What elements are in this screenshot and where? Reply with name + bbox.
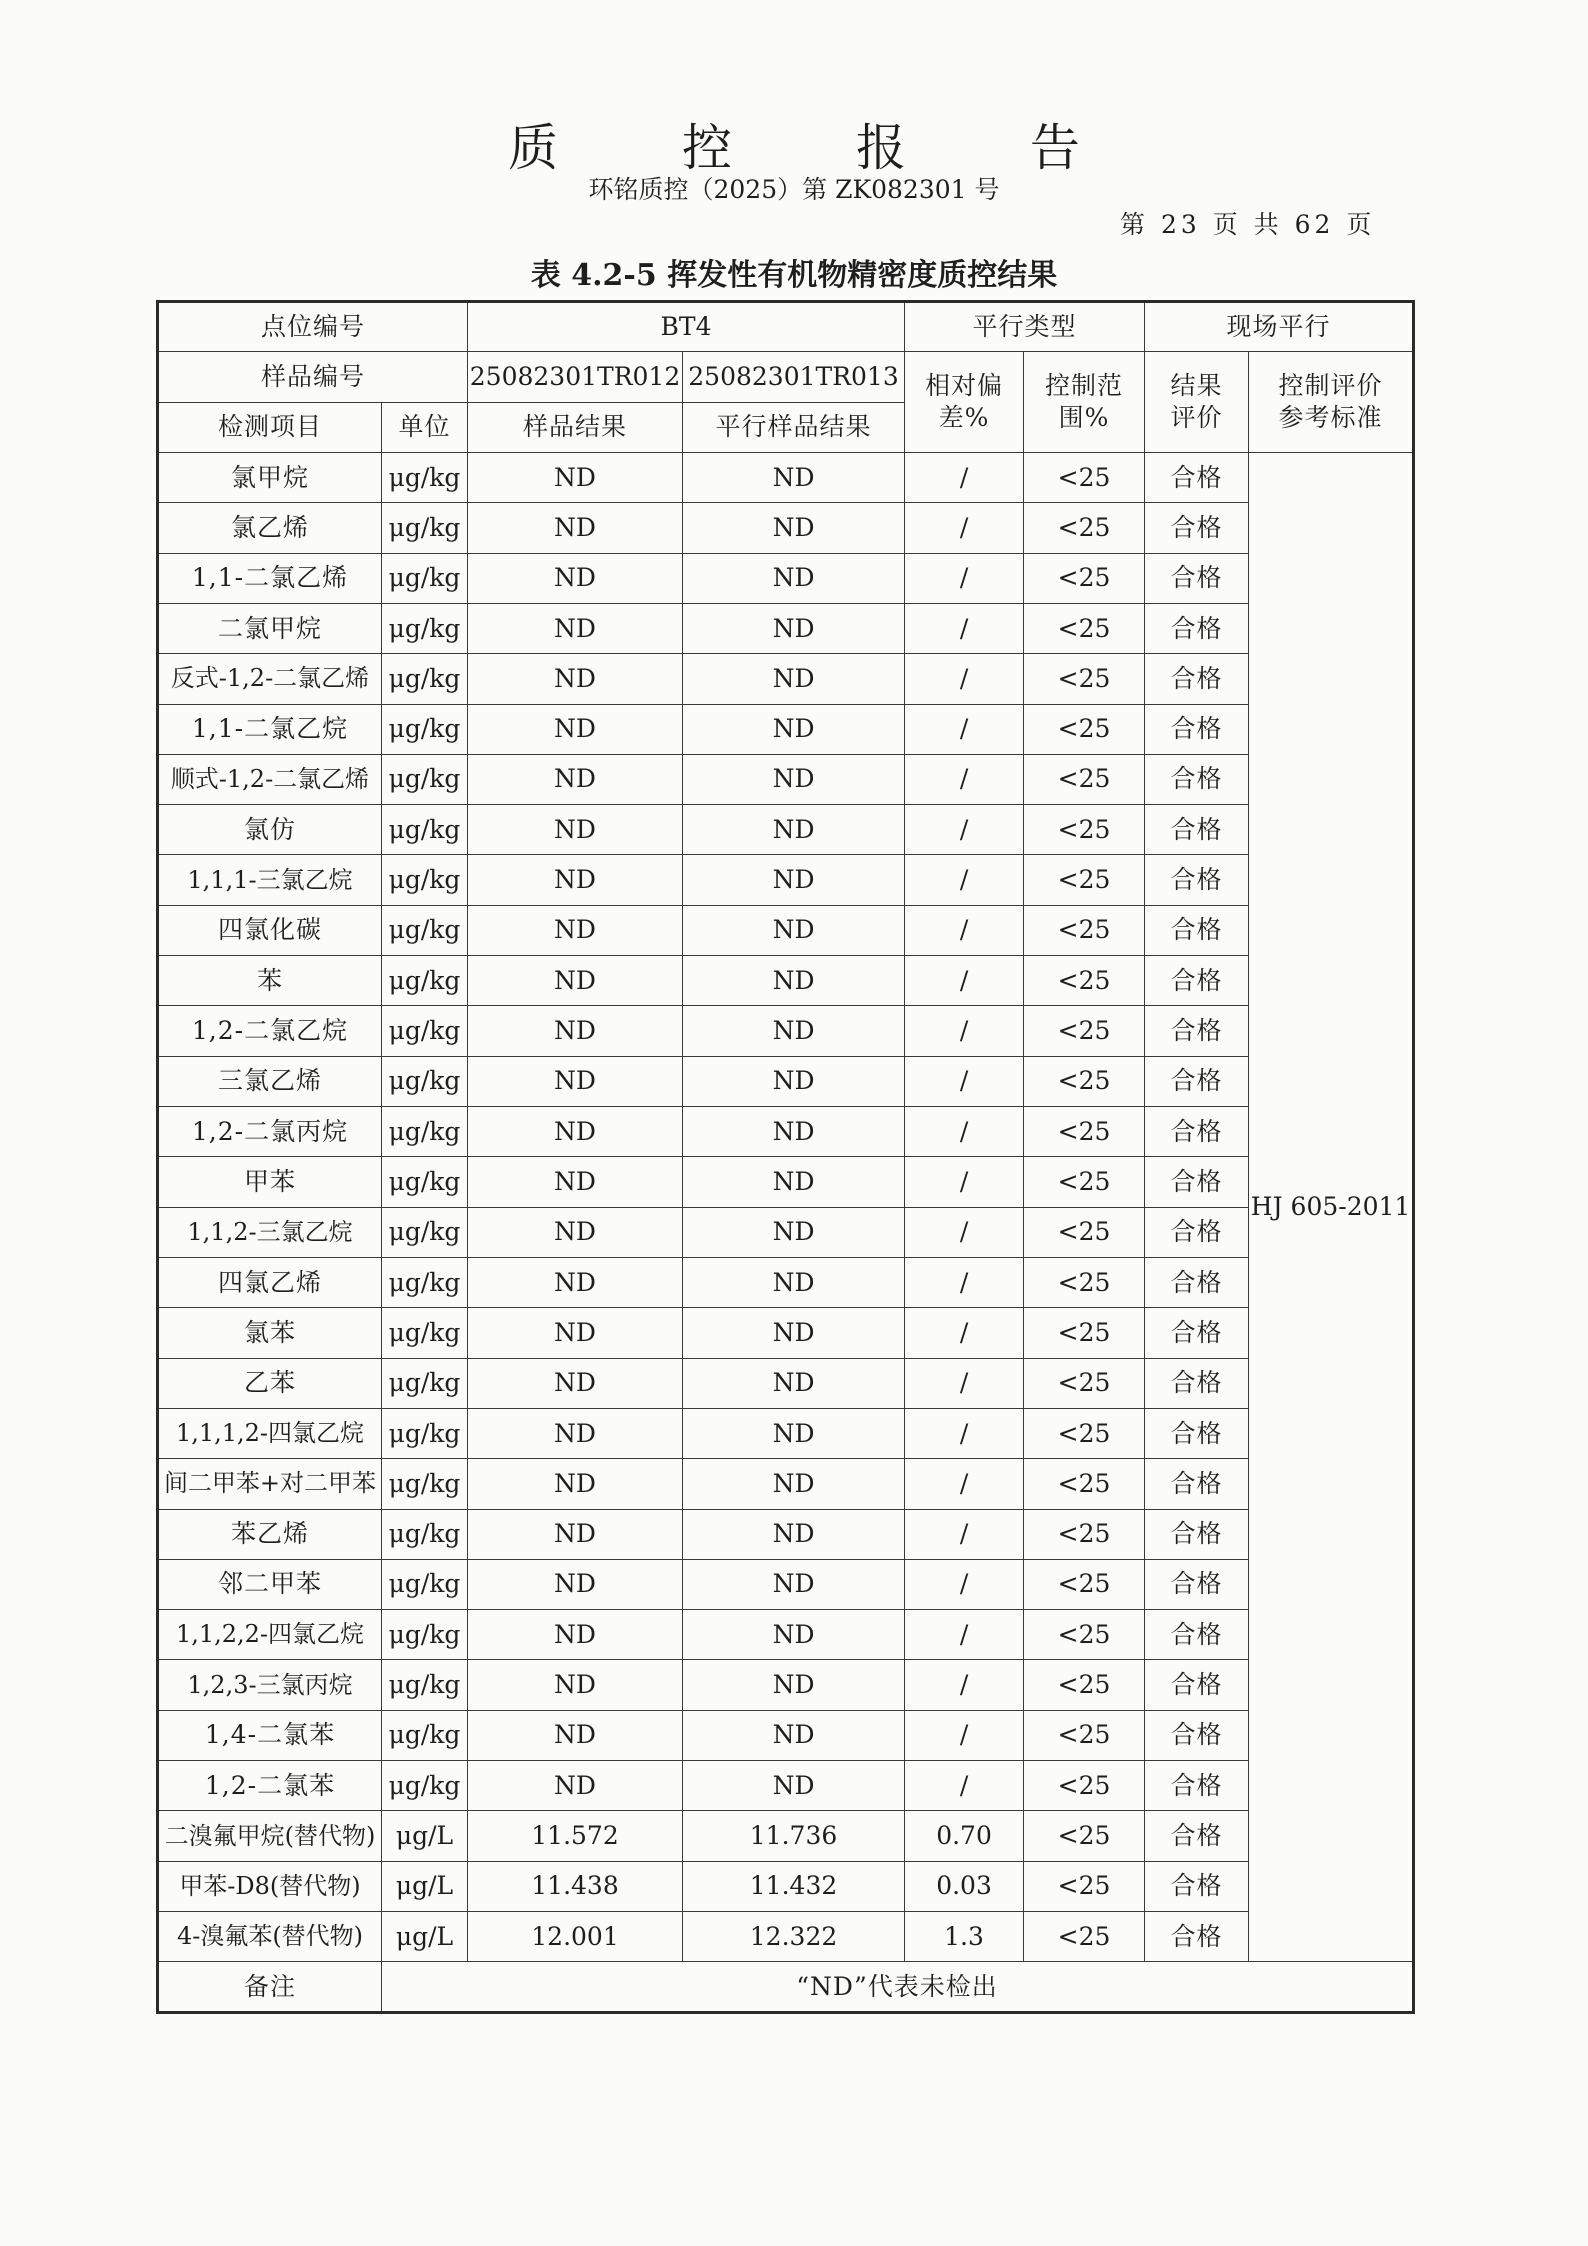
parallel-result-cell: 12.322 [683, 1912, 905, 1962]
unit-cell: μg/L [382, 1811, 468, 1861]
rel-dev-cell: / [905, 1408, 1024, 1458]
item-cell: 1,1-二氯乙烯 [158, 553, 382, 603]
sample-result-cell: ND [468, 553, 683, 603]
result-eval-cell: 合格 [1145, 1811, 1249, 1861]
unit-cell: μg/kg [382, 956, 468, 1006]
sample-result-cell: ND [468, 1308, 683, 1358]
parallel-result-cell: ND [683, 1358, 905, 1408]
result-eval-cell: 合格 [1145, 1610, 1249, 1660]
unit-cell: μg/kg [382, 855, 468, 905]
item-cell: 氯乙烯 [158, 503, 382, 553]
ref-std-header: 控制评价参考标准 [1249, 352, 1414, 453]
rel-dev-cell: / [905, 452, 1024, 502]
ctrl-range-cell: <25 [1024, 1610, 1145, 1660]
sample-result-cell: ND [468, 1610, 683, 1660]
unit-cell: μg/kg [382, 1559, 468, 1609]
parallel-result-cell: ND [683, 503, 905, 553]
sample-result-cell: ND [468, 1358, 683, 1408]
rel-dev-header: 相对偏差% [905, 352, 1024, 453]
table-row [158, 1509, 1414, 1559]
ctrl-range-cell: <25 [1024, 1509, 1145, 1559]
item-cell: 1,1,1-三氯乙烷 [158, 855, 382, 905]
rel-dev-cell: / [905, 1610, 1024, 1660]
parallel-result-cell: ND [683, 1107, 905, 1157]
sample-result-cell: ND [468, 1459, 683, 1509]
item-cell: 1,2,3-三氯丙烷 [158, 1660, 382, 1710]
parallel-result-cell: ND [683, 1660, 905, 1710]
sample-no-label: 样品编号 [158, 352, 468, 402]
rel-dev-cell: / [905, 1710, 1024, 1760]
page-info: 第 23 页 共 62 页 [1120, 210, 1376, 239]
rel-dev-cell: / [905, 855, 1024, 905]
table-row [158, 1660, 1414, 1710]
rel-dev-cell: / [905, 1056, 1024, 1106]
unit-cell: μg/kg [382, 905, 468, 955]
parallel-result-cell: ND [683, 553, 905, 603]
ctrl-range-cell: <25 [1024, 1559, 1145, 1609]
sample-result-cell: ND [468, 905, 683, 955]
item-cell: 苯 [158, 956, 382, 1006]
rel-dev-cell: / [905, 1207, 1024, 1257]
result-eval-cell: 合格 [1145, 553, 1249, 603]
item-cell: 苯乙烯 [158, 1509, 382, 1559]
remark-text: “ND”代表未检出 [382, 1962, 1414, 2013]
ctrl-range-cell: <25 [1024, 1912, 1145, 1962]
item-cell: 二溴氟甲烷(替代物) [158, 1811, 382, 1861]
unit-cell: μg/kg [382, 1257, 468, 1307]
parallel-result-cell: ND [683, 1207, 905, 1257]
sample-result-cell: ND [468, 1257, 683, 1307]
unit-cell: μg/kg [382, 704, 468, 754]
item-cell: 氯仿 [158, 805, 382, 855]
table-row [158, 503, 1414, 553]
ctrl-range-cell: <25 [1024, 754, 1145, 804]
parallel-result-cell: ND [683, 1006, 905, 1056]
remark-label: 备注 [158, 1962, 382, 2013]
ctrl-range-cell: <25 [1024, 1761, 1145, 1811]
parallel-result-cell: ND [683, 1559, 905, 1609]
parallel-result-cell: ND [683, 603, 905, 653]
sample-result-cell: ND [468, 754, 683, 804]
table-row [158, 1861, 1414, 1911]
item-cell: 邻二甲苯 [158, 1559, 382, 1609]
unit-cell: μg/kg [382, 1308, 468, 1358]
rel-dev-cell: / [905, 704, 1024, 754]
parallel-type-label: 平行类型 [905, 302, 1145, 352]
table-row [158, 1811, 1414, 1861]
rel-dev-cell: 0.03 [905, 1861, 1024, 1911]
item-cell: 间二甲苯+对二甲苯 [158, 1459, 382, 1509]
result-eval-header: 结果评价 [1145, 352, 1249, 453]
unit-cell: μg/kg [382, 1459, 468, 1509]
ctrl-range-cell: <25 [1024, 1811, 1145, 1861]
sample-result-cell: ND [468, 855, 683, 905]
sample-result-cell: ND [468, 1056, 683, 1106]
sample-result-cell: 11.572 [468, 1811, 683, 1861]
parallel-result-cell: ND [683, 905, 905, 955]
result-eval-cell: 合格 [1145, 1509, 1249, 1559]
sample-result-cell: ND [468, 704, 683, 754]
table-caption: 表 4.2-5 挥发性有机物精密度质控结果 [530, 258, 1058, 293]
table-row [158, 1257, 1414, 1307]
header-row-point [158, 302, 1414, 352]
parallel-result-cell: ND [683, 1459, 905, 1509]
table-row [158, 805, 1414, 855]
sample-no-2: 25082301TR013 [683, 352, 905, 402]
result-eval-cell: 合格 [1145, 905, 1249, 955]
rel-dev-cell: 1.3 [905, 1912, 1024, 1962]
rel-dev-cell: / [905, 503, 1024, 553]
ctrl-range-cell: <25 [1024, 1861, 1145, 1911]
table-row [158, 1358, 1414, 1408]
result-eval-cell: 合格 [1145, 1408, 1249, 1458]
result-eval-cell: 合格 [1145, 1308, 1249, 1358]
parallel-result-header: 平行样品结果 [683, 402, 905, 452]
rel-dev-cell: / [905, 603, 1024, 653]
rel-dev-cell: / [905, 1006, 1024, 1056]
unit-cell: μg/kg [382, 603, 468, 653]
ctrl-range-cell: <25 [1024, 654, 1145, 704]
ctrl-range-cell: <25 [1024, 452, 1145, 502]
ctrl-range-cell: <25 [1024, 1660, 1145, 1710]
item-cell: 1,2-二氯丙烷 [158, 1107, 382, 1157]
item-cell: 氯甲烷 [158, 452, 382, 502]
sample-result-cell: ND [468, 1107, 683, 1157]
item-cell: 1,1,2-三氯乙烷 [158, 1207, 382, 1257]
item-cell: 1,1,1,2-四氯乙烷 [158, 1408, 382, 1458]
result-eval-cell: 合格 [1145, 1107, 1249, 1157]
sample-result-cell: ND [468, 603, 683, 653]
sample-result-cell: ND [468, 503, 683, 553]
unit-cell: μg/kg [382, 452, 468, 502]
result-eval-cell: 合格 [1145, 503, 1249, 553]
result-eval-cell: 合格 [1145, 654, 1249, 704]
unit-cell: μg/kg [382, 1610, 468, 1660]
parallel-result-cell: ND [683, 1610, 905, 1660]
unit-cell: μg/kg [382, 1157, 468, 1207]
reference-standard-cell: HJ 605-2011 [1249, 452, 1414, 1961]
table-row [158, 1006, 1414, 1056]
result-eval-cell: 合格 [1145, 1761, 1249, 1811]
table-row [158, 1761, 1414, 1811]
table-row [158, 654, 1414, 704]
parallel-result-cell: ND [683, 452, 905, 502]
parallel-result-cell: ND [683, 654, 905, 704]
item-cell: 四氯乙烯 [158, 1257, 382, 1307]
item-cell: 乙苯 [158, 1358, 382, 1408]
report-number: 环铭质控（2025）第 ZK082301 号 [588, 175, 1000, 204]
item-header: 检测项目 [158, 402, 382, 452]
item-cell: 1,2-二氯乙烷 [158, 1006, 382, 1056]
unit-cell: μg/kg [382, 1006, 468, 1056]
item-cell: 顺式-1,2-二氯乙烯 [158, 754, 382, 804]
sample-result-cell: ND [468, 1509, 683, 1559]
ctrl-range-cell: <25 [1024, 1207, 1145, 1257]
ctrl-range-cell: <25 [1024, 704, 1145, 754]
rel-dev-cell: / [905, 1459, 1024, 1509]
unit-cell: μg/kg [382, 1761, 468, 1811]
sample-result-cell: 12.001 [468, 1912, 683, 1962]
sample-no-1: 25082301TR012 [468, 352, 683, 402]
unit-cell: μg/kg [382, 1408, 468, 1458]
rel-dev-cell: / [905, 553, 1024, 603]
parallel-result-cell: 11.432 [683, 1861, 905, 1911]
ctrl-range-cell: <25 [1024, 1107, 1145, 1157]
item-cell: 三氯乙烯 [158, 1056, 382, 1106]
ctrl-range-cell: <25 [1024, 1408, 1145, 1458]
rel-dev-cell: 0.70 [905, 1811, 1024, 1861]
table-row [158, 452, 1414, 502]
parallel-result-cell: 11.736 [683, 1811, 905, 1861]
rel-dev-cell: / [905, 1660, 1024, 1710]
result-eval-cell: 合格 [1145, 1257, 1249, 1307]
table-row [158, 905, 1414, 955]
unit-cell: μg/kg [382, 1056, 468, 1106]
table-row [158, 1207, 1414, 1257]
unit-cell: μg/kg [382, 654, 468, 704]
table-row [158, 1559, 1414, 1609]
unit-cell: μg/kg [382, 1509, 468, 1559]
ctrl-range-cell: <25 [1024, 855, 1145, 905]
sample-result-cell: ND [468, 1006, 683, 1056]
ctrl-range-cell: <25 [1024, 805, 1145, 855]
ctrl-range-header: 控制范围% [1024, 352, 1145, 453]
rel-dev-cell: / [905, 754, 1024, 804]
result-eval-cell: 合格 [1145, 805, 1249, 855]
unit-cell: μg/kg [382, 805, 468, 855]
item-cell: 四氯化碳 [158, 905, 382, 955]
parallel-result-cell: ND [683, 1308, 905, 1358]
result-eval-cell: 合格 [1145, 1459, 1249, 1509]
result-eval-cell: 合格 [1145, 855, 1249, 905]
result-eval-cell: 合格 [1145, 1006, 1249, 1056]
table-row [158, 1459, 1414, 1509]
parallel-result-cell: ND [683, 855, 905, 905]
parallel-result-cell: ND [683, 1710, 905, 1760]
unit-cell: μg/kg [382, 754, 468, 804]
rel-dev-cell: / [905, 1761, 1024, 1811]
ctrl-range-cell: <25 [1024, 1006, 1145, 1056]
result-eval-cell: 合格 [1145, 754, 1249, 804]
rel-dev-cell: / [905, 1559, 1024, 1609]
unit-cell: μg/kg [382, 1710, 468, 1760]
ctrl-range-cell: <25 [1024, 1157, 1145, 1207]
result-eval-cell: 合格 [1145, 1861, 1249, 1911]
sample-result-cell: ND [468, 805, 683, 855]
ctrl-range-cell: <25 [1024, 1257, 1145, 1307]
result-eval-cell: 合格 [1145, 956, 1249, 1006]
item-cell: 1,4-二氯苯 [158, 1710, 382, 1760]
header-row-sample [158, 352, 1414, 402]
sample-result-cell: ND [468, 1761, 683, 1811]
ctrl-range-cell: <25 [1024, 1308, 1145, 1358]
item-cell: 甲苯-D8(替代物) [158, 1861, 382, 1911]
result-eval-cell: 合格 [1145, 1056, 1249, 1106]
item-cell: 氯苯 [158, 1308, 382, 1358]
result-eval-cell: 合格 [1145, 1912, 1249, 1962]
result-eval-cell: 合格 [1145, 1710, 1249, 1760]
unit-header: 单位 [382, 402, 468, 452]
parallel-result-cell: ND [683, 956, 905, 1006]
table-row [158, 1710, 1414, 1760]
parallel-result-cell: ND [683, 805, 905, 855]
rel-dev-cell: / [905, 1157, 1024, 1207]
ctrl-range-cell: <25 [1024, 553, 1145, 603]
rel-dev-cell: / [905, 805, 1024, 855]
rel-dev-cell: / [905, 905, 1024, 955]
item-cell: 1,2-二氯苯 [158, 1761, 382, 1811]
rel-dev-cell: / [905, 956, 1024, 1006]
table-row [158, 1912, 1414, 1962]
parallel-result-cell: ND [683, 754, 905, 804]
ctrl-range-cell: <25 [1024, 1358, 1145, 1408]
ctrl-range-cell: <25 [1024, 1710, 1145, 1760]
sample-result-cell: ND [468, 1157, 683, 1207]
parallel-result-cell: ND [683, 1509, 905, 1559]
qc-results-table [156, 300, 1415, 2014]
parallel-result-cell: ND [683, 1056, 905, 1106]
item-cell: 4-溴氟苯(替代物) [158, 1912, 382, 1962]
unit-cell: μg/kg [382, 503, 468, 553]
parallel-result-cell: ND [683, 704, 905, 754]
rel-dev-cell: / [905, 654, 1024, 704]
sample-result-cell: 11.438 [468, 1861, 683, 1911]
unit-cell: μg/L [382, 1861, 468, 1911]
unit-cell: μg/kg [382, 1107, 468, 1157]
table-row [158, 1408, 1414, 1458]
rel-dev-cell: / [905, 1257, 1024, 1307]
table-row [158, 704, 1414, 754]
item-cell: 反式-1,2-二氯乙烯 [158, 654, 382, 704]
result-eval-cell: 合格 [1145, 452, 1249, 502]
ctrl-range-cell: <25 [1024, 956, 1145, 1006]
report-title: 质 控 报 告 [508, 119, 1134, 177]
table-row [158, 1308, 1414, 1358]
unit-cell: μg/kg [382, 553, 468, 603]
parallel-type-value: 现场平行 [1145, 302, 1414, 352]
ctrl-range-cell: <25 [1024, 503, 1145, 553]
table-row [158, 603, 1414, 653]
rel-dev-cell: / [905, 1107, 1024, 1157]
table-row [158, 855, 1414, 905]
rel-dev-cell: / [905, 1358, 1024, 1408]
result-eval-cell: 合格 [1145, 1207, 1249, 1257]
result-eval-cell: 合格 [1145, 1559, 1249, 1609]
ctrl-range-cell: <25 [1024, 603, 1145, 653]
item-cell: 1,1,2,2-四氯乙烷 [158, 1610, 382, 1660]
unit-cell: μg/L [382, 1912, 468, 1962]
sample-result-cell: ND [468, 1207, 683, 1257]
parallel-result-cell: ND [683, 1408, 905, 1458]
sample-result-cell: ND [468, 1710, 683, 1760]
table-row [158, 956, 1414, 1006]
sample-result-cell: ND [468, 1408, 683, 1458]
result-eval-cell: 合格 [1145, 1358, 1249, 1408]
point-no-label: 点位编号 [158, 302, 468, 352]
ctrl-range-cell: <25 [1024, 905, 1145, 955]
result-eval-cell: 合格 [1145, 704, 1249, 754]
table-row [158, 1107, 1414, 1157]
sample-result-cell: ND [468, 654, 683, 704]
result-eval-cell: 合格 [1145, 1157, 1249, 1207]
unit-cell: μg/kg [382, 1207, 468, 1257]
result-eval-cell: 合格 [1145, 1660, 1249, 1710]
ctrl-range-cell: <25 [1024, 1459, 1145, 1509]
parallel-result-cell: ND [683, 1257, 905, 1307]
item-cell: 甲苯 [158, 1157, 382, 1207]
item-cell: 1,1-二氯乙烷 [158, 704, 382, 754]
item-cell: 二氯甲烷 [158, 603, 382, 653]
table-row [158, 754, 1414, 804]
rel-dev-cell: / [905, 1509, 1024, 1559]
point-no-value: BT4 [468, 302, 905, 352]
sample-result-cell: ND [468, 452, 683, 502]
sample-result-cell: ND [468, 956, 683, 1006]
table-row [158, 1056, 1414, 1106]
sample-result-cell: ND [468, 1660, 683, 1710]
sample-result-header: 样品结果 [468, 402, 683, 452]
table-row [158, 1610, 1414, 1660]
sample-result-cell: ND [468, 1559, 683, 1609]
parallel-result-cell: ND [683, 1761, 905, 1811]
unit-cell: μg/kg [382, 1660, 468, 1710]
table-row [158, 553, 1414, 603]
unit-cell: μg/kg [382, 1358, 468, 1408]
parallel-result-cell: ND [683, 1157, 905, 1207]
remark-row [158, 1962, 1414, 2013]
rel-dev-cell: / [905, 1308, 1024, 1358]
result-eval-cell: 合格 [1145, 603, 1249, 653]
table-row [158, 1157, 1414, 1207]
ctrl-range-cell: <25 [1024, 1056, 1145, 1106]
